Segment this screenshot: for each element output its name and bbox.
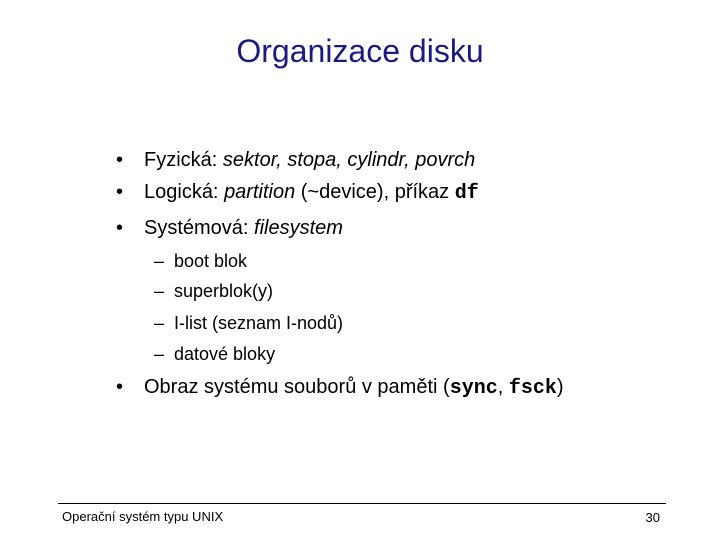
- bullet-rest: (~device), příkaz: [295, 181, 455, 203]
- slide-title: Organizace disku: [236, 33, 484, 69]
- bullet-emphasis: sektor, stopa, cylindr, povrch: [222, 149, 476, 171]
- page-number: 30: [645, 510, 660, 525]
- bullet-lead: Obraz systému souborů v paměti (: [144, 376, 450, 398]
- code-fsck: fsck: [508, 377, 557, 400]
- subitem-text: datové bloky: [174, 344, 276, 364]
- footer-course-title: Operační systém typu UNIX: [62, 509, 224, 524]
- subitem-text: superblok(y): [174, 281, 274, 301]
- code-separator: ,: [497, 376, 509, 398]
- dash-marker: –: [154, 344, 165, 364]
- bullet-marker: •: [116, 376, 124, 398]
- bullet-marker: •: [116, 181, 124, 203]
- bullet-lead: Fyzická:: [144, 149, 223, 171]
- dash-marker: –: [154, 251, 165, 271]
- bullet-marker: •: [116, 217, 124, 239]
- bullet-emphasis: filesystem: [254, 217, 343, 239]
- footer-divider: [58, 503, 666, 504]
- bullet-lead: Systémová:: [144, 217, 255, 239]
- bullet-emphasis: partition: [224, 181, 296, 203]
- code-df: df: [454, 182, 479, 205]
- dash-marker: –: [154, 313, 165, 333]
- bullet-lead: Logická:: [144, 181, 225, 203]
- bullet-end: ): [556, 376, 564, 398]
- subitem-text: I-list (seznam I-nodů): [174, 313, 344, 333]
- subitem-text: boot blok: [174, 251, 248, 271]
- dash-marker: –: [154, 281, 165, 301]
- code-sync: sync: [449, 377, 498, 400]
- bullet-marker: •: [116, 149, 124, 171]
